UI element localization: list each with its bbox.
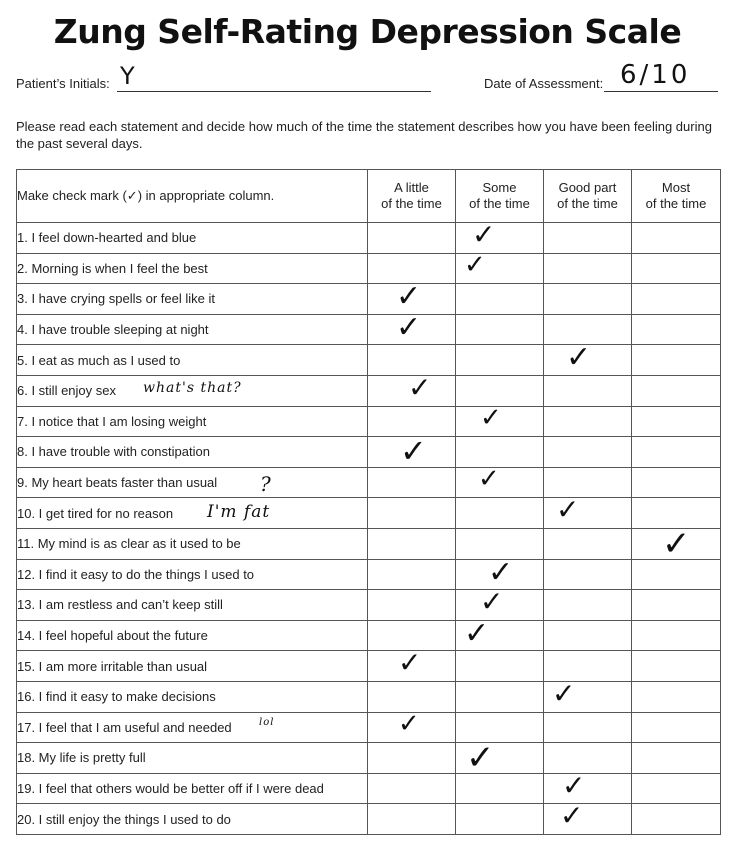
answer-cell-good-part-of-the-time[interactable] xyxy=(544,743,632,774)
answer-cell-most-of-the-time[interactable] xyxy=(632,437,721,468)
answer-cell-most-of-the-time[interactable] xyxy=(632,712,721,743)
answer-cell-some-of-the-time[interactable] xyxy=(456,345,544,376)
statement-cell xyxy=(17,590,368,621)
patient-initials-value[interactable]: Y xyxy=(120,62,135,90)
answer-cell-some-of-the-time[interactable] xyxy=(456,773,544,804)
page-title: Zung Self-Rating Depression Scale xyxy=(53,12,682,51)
answer-cell-a-little-of-the-time[interactable] xyxy=(368,528,456,559)
answer-cell-good-part-of-the-time[interactable] xyxy=(544,253,632,284)
column-header-line1: Most xyxy=(661,180,691,195)
answer-cell-most-of-the-time[interactable] xyxy=(632,523,721,564)
answer-cell-good-part-of-the-time[interactable] xyxy=(544,284,632,315)
table-row xyxy=(17,253,721,284)
statement-cell xyxy=(17,467,368,498)
answer-cell-most-of-the-time[interactable] xyxy=(632,590,721,621)
statement-text: 13. I am restless and can’t keep still xyxy=(17,597,223,613)
margin-note-whats-that: what's that? xyxy=(143,379,242,396)
check-mark-icon: ✓ xyxy=(396,279,422,315)
answer-cell-good-part-of-the-time[interactable] xyxy=(544,712,632,743)
statement-cell xyxy=(17,345,368,376)
statement-cell xyxy=(17,620,368,651)
table-row xyxy=(17,620,721,651)
answer-cell-a-little-of-the-time[interactable] xyxy=(368,370,456,406)
column-header-line2: of the time xyxy=(469,196,530,211)
table-row xyxy=(17,284,721,315)
statement-text: 3. I have crying spells or feel like it xyxy=(17,291,215,307)
answer-cell-good-part-of-the-time[interactable] xyxy=(544,340,632,376)
check-mark-icon: ✓ xyxy=(566,340,592,376)
check-mark-icon: ✓ xyxy=(408,370,432,404)
table-row xyxy=(17,223,721,254)
check-mark-icon: ✓ xyxy=(480,402,502,433)
answer-cell-some-of-the-time[interactable] xyxy=(456,738,544,779)
table-row xyxy=(17,773,721,804)
answer-cell-a-little-of-the-time[interactable] xyxy=(368,804,456,835)
statement-text: 12. I find it easy to do the things I used to xyxy=(17,566,255,582)
answer-cell-most-of-the-time[interactable] xyxy=(632,773,721,804)
table-row xyxy=(17,681,721,712)
answer-cell-good-part-of-the-time[interactable] xyxy=(544,528,632,559)
answer-cell-good-part-of-the-time[interactable] xyxy=(544,590,632,621)
answer-cell-most-of-the-time[interactable] xyxy=(632,559,721,590)
statement-cell xyxy=(17,375,368,406)
table-body xyxy=(17,218,721,835)
check-mark-icon: ✓ xyxy=(396,309,422,345)
statement-text: 11. My mind is as clear as it used to be xyxy=(17,536,241,552)
answer-cell-most-of-the-time[interactable] xyxy=(632,406,721,437)
rating-table xyxy=(16,169,721,835)
table-row xyxy=(17,528,721,559)
statement-cell xyxy=(17,681,368,712)
statement-cell xyxy=(17,406,368,437)
column-header-a-little xyxy=(368,170,456,223)
answer-cell-good-part-of-the-time[interactable] xyxy=(544,559,632,590)
check-mark-icon: ✓ xyxy=(464,615,490,651)
answer-cell-a-little-of-the-time[interactable] xyxy=(368,432,456,471)
answer-cell-most-of-the-time[interactable] xyxy=(632,284,721,315)
check-mark-icon: ✓ xyxy=(472,218,496,251)
statement-text: 20. I still enjoy the things I used to do xyxy=(17,811,231,827)
check-mark-icon: ✓ xyxy=(556,493,580,527)
statement-cell xyxy=(17,528,368,559)
statement-text: 5. I eat as much as I used to xyxy=(17,352,181,368)
answer-cell-some-of-the-time[interactable] xyxy=(456,498,544,529)
statement-cell xyxy=(17,253,368,284)
table-header-row xyxy=(17,170,721,223)
answer-cell-most-of-the-time[interactable] xyxy=(632,681,721,712)
statement-text: 17. I feel that I am useful and needed xyxy=(17,719,232,735)
check-mark-icon: ✓ xyxy=(488,554,514,590)
statement-cell xyxy=(17,314,368,345)
table-row xyxy=(17,314,721,345)
table-row xyxy=(17,498,721,529)
answer-cell-a-little-of-the-time[interactable] xyxy=(368,681,456,712)
answer-cell-good-part-of-the-time[interactable] xyxy=(544,223,632,254)
column-header-good-part xyxy=(544,170,632,223)
answer-cell-some-of-the-time[interactable] xyxy=(456,681,544,712)
table-row xyxy=(17,437,721,468)
answer-cell-some-of-the-time[interactable] xyxy=(456,615,544,651)
table-row xyxy=(17,467,721,498)
patient-initials-line xyxy=(117,91,431,92)
statement-cell xyxy=(17,437,368,468)
answer-cell-some-of-the-time[interactable] xyxy=(456,402,544,437)
column-header-line2: of the time xyxy=(645,196,707,211)
statement-text: 9. My heart beats faster than usual xyxy=(17,475,218,491)
answer-cell-some-of-the-time[interactable] xyxy=(456,463,544,498)
statement-cell xyxy=(17,284,368,315)
table-row xyxy=(17,406,721,437)
column-header-most xyxy=(632,170,721,223)
answer-cell-most-of-the-time[interactable] xyxy=(632,345,721,376)
statement-cell xyxy=(17,223,368,254)
column-header-line1: A little xyxy=(394,180,429,195)
answer-cell-good-part-of-the-time[interactable] xyxy=(544,437,632,468)
table-row xyxy=(17,345,721,376)
answer-cell-a-little-of-the-time[interactable] xyxy=(368,223,456,254)
statement-text: 2. Morning is when I feel the best xyxy=(17,260,208,276)
answer-cell-a-little-of-the-time[interactable] xyxy=(368,590,456,621)
answer-cell-good-part-of-the-time[interactable] xyxy=(544,406,632,437)
answer-cell-most-of-the-time[interactable] xyxy=(632,253,721,284)
table-row xyxy=(17,743,721,774)
answer-cell-some-of-the-time[interactable] xyxy=(456,249,544,284)
statement-cell xyxy=(17,804,368,835)
answer-cell-most-of-the-time[interactable] xyxy=(632,314,721,345)
check-mark-icon: ✓ xyxy=(560,799,584,833)
answer-cell-some-of-the-time[interactable] xyxy=(456,651,544,682)
answer-cell-some-of-the-time[interactable] xyxy=(456,437,544,468)
date-label: Date of Assessment: xyxy=(484,76,604,91)
answer-cell-a-little-of-the-time[interactable] xyxy=(368,773,456,804)
statement-cell xyxy=(17,773,368,804)
statement-cell xyxy=(17,712,368,743)
statement-text: 16. I find it easy to make decisions xyxy=(17,689,216,705)
column-header-line2: of the time xyxy=(557,196,618,211)
check-mark-icon: ✓ xyxy=(400,432,427,471)
header-instruction: Make check mark (✓) in appropriate column. xyxy=(17,170,368,223)
table-row xyxy=(17,590,721,621)
answer-cell-some-of-the-time[interactable] xyxy=(456,375,544,406)
statement-cell xyxy=(17,498,368,529)
answer-cell-a-little-of-the-time[interactable] xyxy=(368,498,456,529)
table-row xyxy=(17,375,721,406)
answer-cell-a-little-of-the-time[interactable] xyxy=(368,309,456,345)
check-mark-icon: ✓ xyxy=(662,523,691,564)
answer-cell-a-little-of-the-time[interactable] xyxy=(368,646,456,682)
answer-cell-most-of-the-time[interactable] xyxy=(632,223,721,254)
statement-text: 18. My life is pretty full xyxy=(17,750,146,766)
answer-cell-good-part-of-the-time[interactable] xyxy=(544,768,632,804)
statement-text: 10. I get tired for no reason xyxy=(17,505,174,521)
statement-cell xyxy=(17,559,368,590)
answer-cell-most-of-the-time[interactable] xyxy=(632,375,721,406)
answer-cell-most-of-the-time[interactable] xyxy=(632,804,721,835)
answer-cell-most-of-the-time[interactable] xyxy=(632,743,721,774)
statement-cell xyxy=(17,651,368,682)
check-mark-icon: ✓ xyxy=(552,676,576,710)
answer-cell-a-little-of-the-time[interactable] xyxy=(368,559,456,590)
check-mark-icon: ✓ xyxy=(466,738,495,779)
column-header-line1: Good part xyxy=(558,180,617,195)
answer-cell-a-little-of-the-time[interactable] xyxy=(368,467,456,498)
answer-cell-good-part-of-the-time[interactable] xyxy=(544,375,632,406)
statement-text: 7. I notice that I am losing weight xyxy=(17,413,207,429)
answer-cell-good-part-of-the-time[interactable] xyxy=(544,493,632,529)
date-value[interactable]: 6/10 xyxy=(620,60,691,90)
margin-note-lol: lol xyxy=(259,716,275,728)
answer-cell-most-of-the-time[interactable] xyxy=(632,620,721,651)
statement-text: 8. I have trouble with constipation xyxy=(17,444,210,460)
answer-cell-a-little-of-the-time[interactable] xyxy=(368,708,456,743)
statement-text: 19. I feel that others would be better off if I were dead xyxy=(17,780,324,796)
answer-cell-some-of-the-time[interactable] xyxy=(456,284,544,315)
answer-cell-some-of-the-time[interactable] xyxy=(456,314,544,345)
answer-cell-most-of-the-time[interactable] xyxy=(632,467,721,498)
check-mark-icon: ✓ xyxy=(398,708,420,739)
statement-text: 1. I feel down-hearted and blue xyxy=(17,230,197,246)
answer-cell-good-part-of-the-time[interactable] xyxy=(544,799,632,835)
patient-initials-label: Patient’s Initials: xyxy=(16,76,110,91)
table-row xyxy=(17,804,721,835)
statement-text: 4. I have trouble sleeping at night xyxy=(17,322,209,338)
column-header-some xyxy=(456,170,544,223)
check-mark-icon: ✓ xyxy=(562,768,586,802)
statement-text: 14. I feel hopeful about the future xyxy=(17,628,208,644)
statement-cell xyxy=(17,743,368,774)
statement-text: 6. I still enjoy sex xyxy=(17,383,116,399)
answer-cell-some-of-the-time[interactable] xyxy=(456,218,544,254)
answer-cell-a-little-of-the-time[interactable] xyxy=(368,743,456,774)
table-row xyxy=(17,712,721,743)
column-header-line2: of the time xyxy=(381,196,442,211)
margin-note-im-fat: I'm fat xyxy=(207,502,271,523)
table-row xyxy=(17,559,721,590)
check-mark-icon: ✓ xyxy=(398,646,422,680)
statement-text: 15. I am more irritable than usual xyxy=(17,658,208,674)
answer-cell-some-of-the-time[interactable] xyxy=(456,804,544,835)
date-line xyxy=(604,91,718,92)
answer-cell-good-part-of-the-time[interactable] xyxy=(544,620,632,651)
check-mark-icon: ✓ xyxy=(480,585,504,619)
answer-cell-most-of-the-time[interactable] xyxy=(632,651,721,682)
check-mark-icon: ✓ xyxy=(478,463,500,494)
table-row xyxy=(17,651,721,682)
column-header-line1: Some xyxy=(482,180,517,195)
margin-note-question: ? xyxy=(260,471,272,496)
answer-cell-good-part-of-the-time[interactable] xyxy=(544,676,632,712)
instructions: Please read each statement and decide how much of the time the statement describes how you have been feeling during the past several days. xyxy=(16,119,712,151)
check-mark-icon: ✓ xyxy=(464,249,486,280)
